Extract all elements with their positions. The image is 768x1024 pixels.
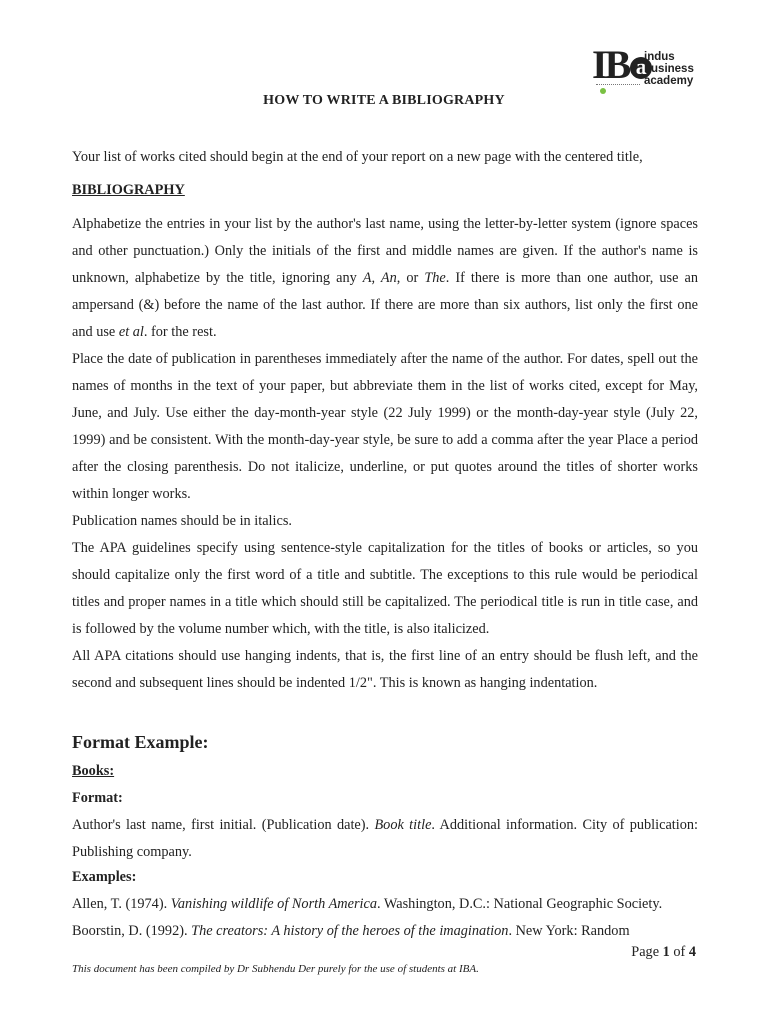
alphabetize-paragraph: Alphabetize the entries in your list by the author's last name, using the letter-by-letter system (ignore spaces and other punctuation.) Only the initials of the first and middle names are given. If the author's name is unknown, alphabetize by the title, ignoring any A, An, or The. If there is more than one author, use an ampersand (&) before the name of the last author. If there are more than six authors, list only the first one and use et al. for the rest. [72, 216, 698, 340]
italics-paragraph: Publication names should be in italics. [72, 513, 292, 529]
hanging-indent-paragraph: All APA citations should use hanging indents, that is, the first line of an entry should be flush left, and the second and subsequent lines should be indented 1/2". This is known as hanging indentation. [72, 648, 698, 691]
examples-label: Examples: [72, 869, 137, 885]
format-label: Format: [72, 790, 123, 806]
example-1: Allen, T. (1974). Vanishing wildlife of North America. Washington, D.C.: National Geographic Society. [72, 896, 663, 912]
footer-note: This document has been compiled by Dr Subhendu Der purely for the use of students at IBA. [72, 963, 479, 975]
logo-mark: IB a [592, 45, 652, 85]
format-example-heading: Format Example: [72, 732, 209, 752]
bibliography-heading: BIBLIOGRAPHY [72, 182, 185, 198]
books-heading: Books: [72, 763, 115, 779]
format-text: Author's last name, first initial. (Publication date). Book title. Additional information. City of publication: Publishing company. [72, 817, 698, 860]
page-number: Page 1 of 4 [631, 944, 696, 960]
page-title: HOW TO WRITE A BIBLIOGRAPHY [263, 93, 505, 108]
example-2: Boorstin, D. (1992). The creators: A history of the heroes of the imagination. New York: Random [72, 923, 630, 939]
intro-paragraph: Your list of works cited should begin at the end of your report on a new page with the centered title, [72, 149, 643, 165]
indus-business-academy-logo [592, 42, 702, 95]
logo-wordmark: indus business academy [644, 51, 694, 87]
date-paragraph: Place the date of publication in parentheses immediately after the name of the author. For dates, spell out the names of months in the text of your paper, but abbreviate them in the list of works cited, except for May, June, and July. Use either the day-month-year style (22 July 1999) or the month-day-year style (July 22, 1999) and be consistent. With the month-day-year style, be sure to add a comma after the year Place a period after the closing parenthesis. Do not italicize, underline, or put quotes around the titles of shorter works within longer works. [72, 351, 698, 502]
capitalization-paragraph: The APA guidelines specify using sentence-style capitalization for the titles of books or articles, so you should capitalize only the first word of a title and subtitle. The exceptions to this rule would be periodical titles and proper names in a title which should still be capitalized. The periodical title is run in title case, and is followed by the volume number which, with the title, is also italicized. [72, 540, 698, 637]
